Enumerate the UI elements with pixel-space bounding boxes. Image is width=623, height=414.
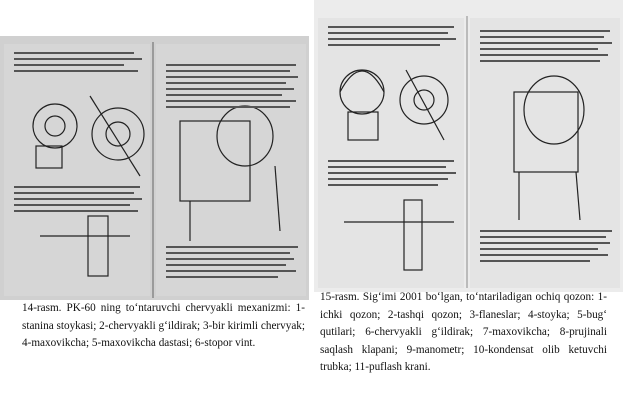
scan-image-right <box>314 0 623 292</box>
scan-drawings-right <box>314 0 623 292</box>
scan-image-left <box>0 36 309 300</box>
scan-drawings-left <box>0 36 309 300</box>
figure-caption-14: 14-rasm. PK-60 ning toʻntaruvchi chervyakli mexanizmi: 1-stanina stoykasi; 2-chervyakli gʻildirak; 3-bir kirimli chervyak; 4-maxovikcha; 5-maxovikcha dastasi; 6-stopor vint. <box>22 302 305 350</box>
figure-caption-15: 15-rasm. Sigʻimi 2001 boʻlgan, toʻntariladigan ochiq qozon: 1-ichki qozon; 2-tashqi qozon; 3-flaneslar; 4-stoyka; 5-bugʻ qutilari; 6-chervyakli gʻildirak; 7-maxovikcha; 8-prujinali saqlash klapani; 9-manometr; 10-kondensat olib ketuvchi trubka; 11-puflash krani. <box>320 291 607 374</box>
